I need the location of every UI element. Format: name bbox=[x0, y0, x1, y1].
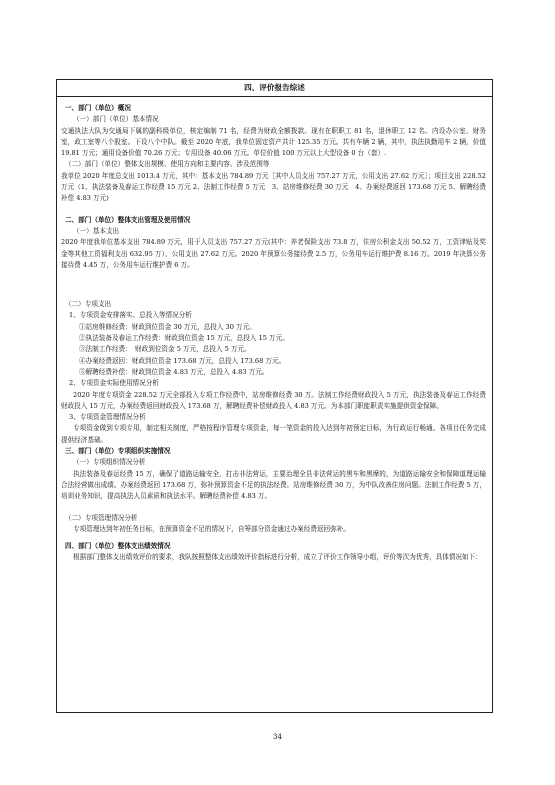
paragraph: 专项管理达到年初任务目标，在预算资金不足的情况下，自筹部分资金通过办案经费返回弥补。 bbox=[73, 524, 350, 533]
page-number: 34 bbox=[273, 733, 282, 741]
item-heading: 2、专项资金实际使用情况分析 bbox=[69, 379, 159, 388]
list-item: ⑤解聘经费补偿：财政到位资金 4.83 万元，总投入 4.83 万元。 bbox=[79, 367, 269, 376]
paragraph: 执法装备及春运经费 15 万，确保了道路运输安全，打击非法营运，主要治理全县非法营运的黑车和黑摩的，为道路运输安全和保障道理运输合法经营做出成绩。办案经费返回 173.68 万，弥补预算资金不足的执法经费。站房维修经费 30 万，为中队改善住房问题。法制工作经费 5 万，培训业务知识，提高执法人员素质和执法水平。解聘经费补偿 4.83 万。 bbox=[61, 469, 486, 501]
paragraph: 我单位 2020 年度总支出 1013.4 万元，其中：基本支出 784.89 万元［其中人员支出 757.27 万元，公用支出 27.62 万元］；项目支出 228.52 万元（1、执法装备及春运工作经费 15 万元 2、法制工作经费 5 万元 3、站房维修经费 30 万元 4、办案经费返回 173.68 万元 5、解聘经费补偿 4.83 万元) bbox=[61, 171, 486, 203]
item-heading: 1、专项资金安排落实、总投入等情况分析 bbox=[69, 311, 192, 320]
paragraph: 根据部门整体支出绩效评价的要求，我队按照整体支出绩效评价指标进行分析，成立了评价工作领导小组，评价等次为优秀，具体情况如下： bbox=[73, 553, 482, 562]
list-item: ④办案经费返回：财政到位资金 173.68 万元，总投入 173.68 万元。 bbox=[79, 356, 286, 365]
spacer bbox=[61, 503, 486, 513]
paragraph: 2020 年度专项资金 228.52 万元全部投入专项工作经费中，站房维修经费 30 万。法制工作经费财政投入 5 万元，执法装备及春运工作经费财政投入 15 万元，办案经费返回财政投入 173.68 万，解聘经费补偿财政投入 4.83 万元。为本部门职能职责实施提供资金保障。 bbox=[61, 390, 486, 410]
list-item: ①站房维修经费：财政到位资金 30 万元，总投入 30 万元。 bbox=[79, 322, 256, 331]
list-item: ③法制工作经费： 财政到位资金 5 万元，总投入 5 万元。 bbox=[79, 345, 251, 354]
subsection-heading: （二）专项管理情况分析 bbox=[65, 513, 138, 522]
report-table bbox=[56, 79, 493, 713]
list-item: ②执法装备及春运工作经费：财政到位资金 15 万元，总投入 15 万元。 bbox=[79, 334, 289, 343]
spacer bbox=[61, 271, 486, 299]
section-heading: 四、部门（单位）整体支出绩效情况 bbox=[65, 542, 171, 551]
paragraph: 专项资金做到专项专用，制定相关制度，严格按程序管理专项资金，每一笔资金的投入达到年初预定目标，为行政运行畅通、各项目任务完成提供经济基础。 bbox=[61, 424, 486, 444]
subsection-heading: （一）部门（单位）基本情况 bbox=[73, 115, 159, 124]
section-title: 四、评价报告综述 bbox=[57, 80, 492, 97]
paragraph: 交通执法大队为交通局下属的副科级单位，核定编制 71 名，经费为财政全额拨款。现有在职职工 81 名，退休职工 12 名。内设办公室、财务室，政工室等八个股室。下设八个中队。截至 2020 年底，我单位固定资产共计 125.35 万元。共有车辆 2 辆，其中，执法执勤用车 2 辆，价值 19.81 万元；通用设备价值 70.26 万元；专用设备 40.06 万元。单位价值 100 万元以上大型设备 0 台（套）. bbox=[61, 126, 486, 158]
report-content bbox=[57, 97, 492, 564]
subsection-heading: （一）基本支出 bbox=[73, 226, 120, 235]
item-heading: 3、专项资金管理情况分析 bbox=[69, 413, 146, 422]
subsection-heading: （二）部门（单位）整体支出规模、使用方向和主要内容、涉及范围等 bbox=[65, 160, 270, 169]
spacer bbox=[61, 205, 486, 215]
subsection-heading: （二）专项支出 bbox=[65, 300, 112, 309]
paragraph: 2020 年度我单位基本支出 784.89 万元，用于人员支出 757.27 万元(其中：养老保险支出 73.8 万，住房公积金支出 50.52 万，工资津贴及奖金等其他工资福利支出 632.95 万），公用支出 27.62 万元。2020 年预算公务接待费 2.5 万，公务用车运行维护费 8.16 万。2019 年决算公务接待费 4.45 万，公务用车运行维护费 6 万。 bbox=[61, 238, 486, 269]
section-heading: 一、部门（单位）概况 bbox=[65, 104, 131, 112]
section-heading: 三、部门（单位）专项组织实施情况 bbox=[65, 447, 171, 456]
subsection-heading: （一）专项组织情况分析 bbox=[73, 458, 146, 467]
section-heading: 二、部门（单位）整体支出管理及使用情况 bbox=[65, 215, 191, 224]
